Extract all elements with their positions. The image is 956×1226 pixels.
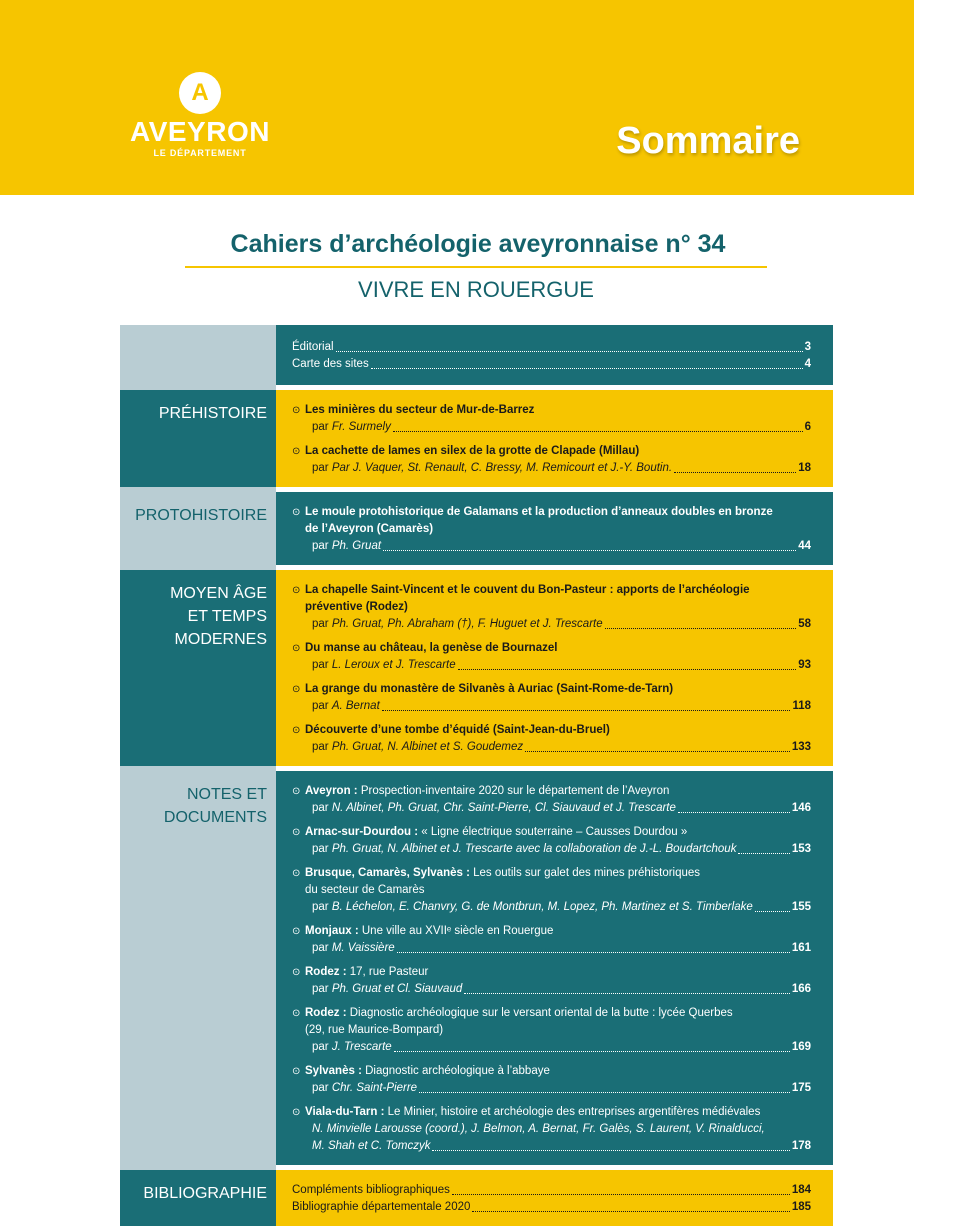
page-number: 118: [792, 700, 811, 712]
page-number: 169: [791, 1041, 811, 1053]
bullet-icon: ⊙: [292, 827, 301, 838]
title-divider: [185, 266, 767, 268]
page-number: 4: [804, 358, 811, 370]
page-number: 184: [791, 1184, 811, 1196]
page-number: 175: [791, 1082, 811, 1094]
section-body-protohistoire: [276, 492, 833, 565]
toc-section-protohistoire: [120, 492, 833, 565]
toc-entry[interactable]: ⊙ Viala-du-Tarn : Le Minier, histoire et archéologie des entreprises argentifères médiévales N. Minvielle Larousse (coord.), J. Belmon, A. Bernat, Fr. Galès, S. Laurent, V. Rinalducci, M. Shah et C. Tomczyk 178: [292, 1104, 811, 1155]
section-body-prehistoire: [276, 390, 833, 487]
toc-section-prehistoire: [120, 390, 833, 487]
toc-entry[interactable]: ⊙ La cachette de lames en silex de la grotte de Clapade (Millau) par Par J. Vaquer, St. Renault, C. Bressy, M. Remicourt et J.-Y. Boutin. 18: [292, 443, 811, 477]
logo-name: AVEYRON: [130, 116, 270, 147]
section-label-prehistoire: PRÉHISTOIRE: [120, 390, 276, 487]
page-number: 146: [791, 802, 811, 814]
page-number: 93: [798, 659, 811, 671]
publication-title: Cahiers d’archéologie aveyronnaise n° 34: [230, 230, 726, 258]
bullet-icon: ⊙: [292, 585, 301, 596]
section-label-notes: NOTES ET DOCUMENTS: [120, 771, 276, 1165]
bullet-icon: ⊙: [292, 446, 301, 457]
page-number: 161: [791, 942, 811, 954]
section-body-notes: [276, 771, 833, 1165]
toc-entry-bibliographie-departementale[interactable]: Bibliographie départementale 2020 185: [292, 1199, 811, 1216]
toc-entry[interactable]: ⊙ Monjaux : Une ville au XVIIᵉ siècle en Rouergue par M. Vaissière 161: [292, 923, 811, 957]
page-number: 166: [791, 983, 811, 995]
toc-entry[interactable]: ⊙ Découverte d’une tombe d’équidé (Saint-Jean-du-Bruel) par Ph. Gruat, N. Albinet et S. Goudemez 133: [292, 722, 811, 756]
toc-entry[interactable]: ⊙ Brusque, Camarès, Sylvanès : Les outils sur galet des mines préhistoriques du secteur de Camarès par B. Léchelon, E. Chanvry, G. de Montbrun, M. Lopez, Ph. Martinez et S. Timberlake 155: [292, 865, 811, 916]
page-number: 153: [791, 843, 811, 855]
logo-emblem-icon: A: [179, 72, 221, 114]
page-number: 155: [791, 901, 811, 913]
aveyron-logo: [130, 72, 270, 159]
section-body-moyen-age: [276, 570, 833, 766]
bullet-icon: ⊙: [292, 967, 301, 978]
toc-entry[interactable]: ⊙ Rodez : 17, rue Pasteur par Ph. Gruat et Cl. Siauvaud 166: [292, 964, 811, 998]
section-label-protohistoire: PROTOHISTOIRE: [120, 492, 276, 565]
bullet-icon: ⊙: [292, 1107, 301, 1118]
toc-section-intro: [120, 325, 833, 385]
bullet-icon: ⊙: [292, 725, 301, 736]
section-body-bibliographie: [276, 1170, 833, 1226]
page-number: 178: [791, 1140, 811, 1152]
bullet-icon: ⊙: [292, 1066, 301, 1077]
bullet-icon: ⊙: [292, 786, 301, 797]
bullet-icon: ⊙: [292, 926, 301, 937]
toc-entry[interactable]: ⊙ Sylvanès : Diagnostic archéologique à l’abbaye par Chr. Saint-Pierre 175: [292, 1063, 811, 1097]
toc-entry[interactable]: ⊙ La grange du monastère de Silvanès à Auriac (Saint-Rome-de-Tarn) par A. Bernat 118: [292, 681, 811, 715]
bullet-icon: ⊙: [292, 507, 301, 518]
toc-entry[interactable]: ⊙ Arnac-sur-Dourdou : « Ligne électrique souterraine – Causses Dourdou » par Ph. Gruat, N. Albinet et J. Trescarte avec la collaboration de J.-L. Boudartchouk 153: [292, 824, 811, 858]
logo-subtitle: LE DÉPARTEMENT: [153, 148, 247, 158]
page-number: 6: [804, 421, 811, 433]
toc-entry[interactable]: ⊙ Le moule protohistorique de Galamans et la production d’anneaux doubles en bronze de l’Aveyron (Camarès) par Ph. Gruat 44: [292, 504, 811, 555]
toc-entry[interactable]: ⊙ Rodez : Diagnostic archéologique sur le versant oriental de la butte : lycée Querbes (29, rue Maurice-Bompard) par J. Trescarte 169: [292, 1005, 811, 1056]
toc-entry[interactable]: ⊙ Du manse au château, la genèse de Bournazel par L. Leroux et J. Trescarte 93: [292, 640, 811, 674]
bullet-icon: ⊙: [292, 868, 301, 879]
table-of-contents: [120, 325, 833, 1226]
bullet-icon: ⊙: [292, 643, 301, 654]
section-body-intro: [276, 325, 833, 385]
page-number: 3: [804, 341, 811, 353]
page-number: 58: [798, 618, 811, 630]
header-band: [0, 0, 914, 195]
toc-entry[interactable]: ⊙ Aveyron : Prospection-inventaire 2020 sur le département de l’Aveyron par N. Albinet, Ph. Gruat, Chr. Saint-Pierre, Cl. Siauvaud et J. Trescarte 146: [292, 783, 811, 817]
publication-subtitle: VIVRE EN ROUERGUE: [358, 277, 594, 302]
toc-section-moyen-age: [120, 570, 833, 766]
page-number: 44: [798, 540, 811, 552]
section-label-empty: [120, 325, 276, 385]
toc-entry-complements[interactable]: Compléments bibliographiques 184: [292, 1182, 811, 1199]
page-number: 18: [798, 462, 811, 474]
page-title: Sommaire: [616, 120, 800, 162]
toc-entry-carte-des-sites[interactable]: Carte des sites 4: [292, 356, 811, 373]
bullet-icon: ⊙: [292, 1008, 301, 1019]
toc-entry[interactable]: ⊙ Les minières du secteur de Mur-de-Barrez par Fr. Surmely 6: [292, 402, 811, 436]
toc-entry-editorial[interactable]: Éditorial 3: [292, 339, 811, 356]
toc-entry[interactable]: ⊙ La chapelle Saint-Vincent et le couvent du Bon-Pasteur : apports de l’archéologie préventive (Rodez) par Ph. Gruat, Ph. Abraham (†), F. Huguet et J. Trescarte 58: [292, 582, 811, 633]
toc-section-bibliographie: [120, 1170, 833, 1226]
page-number: 185: [791, 1201, 811, 1213]
section-label-moyen-age: MOYEN ÂGE ET TEMPS MODERNES: [120, 570, 276, 766]
bullet-icon: ⊙: [292, 684, 301, 695]
page-number: 133: [791, 741, 811, 753]
bullet-icon: ⊙: [292, 405, 301, 416]
section-label-bibliographie: BIBLIOGRAPHIE: [120, 1170, 276, 1226]
toc-section-notes: [120, 771, 833, 1165]
